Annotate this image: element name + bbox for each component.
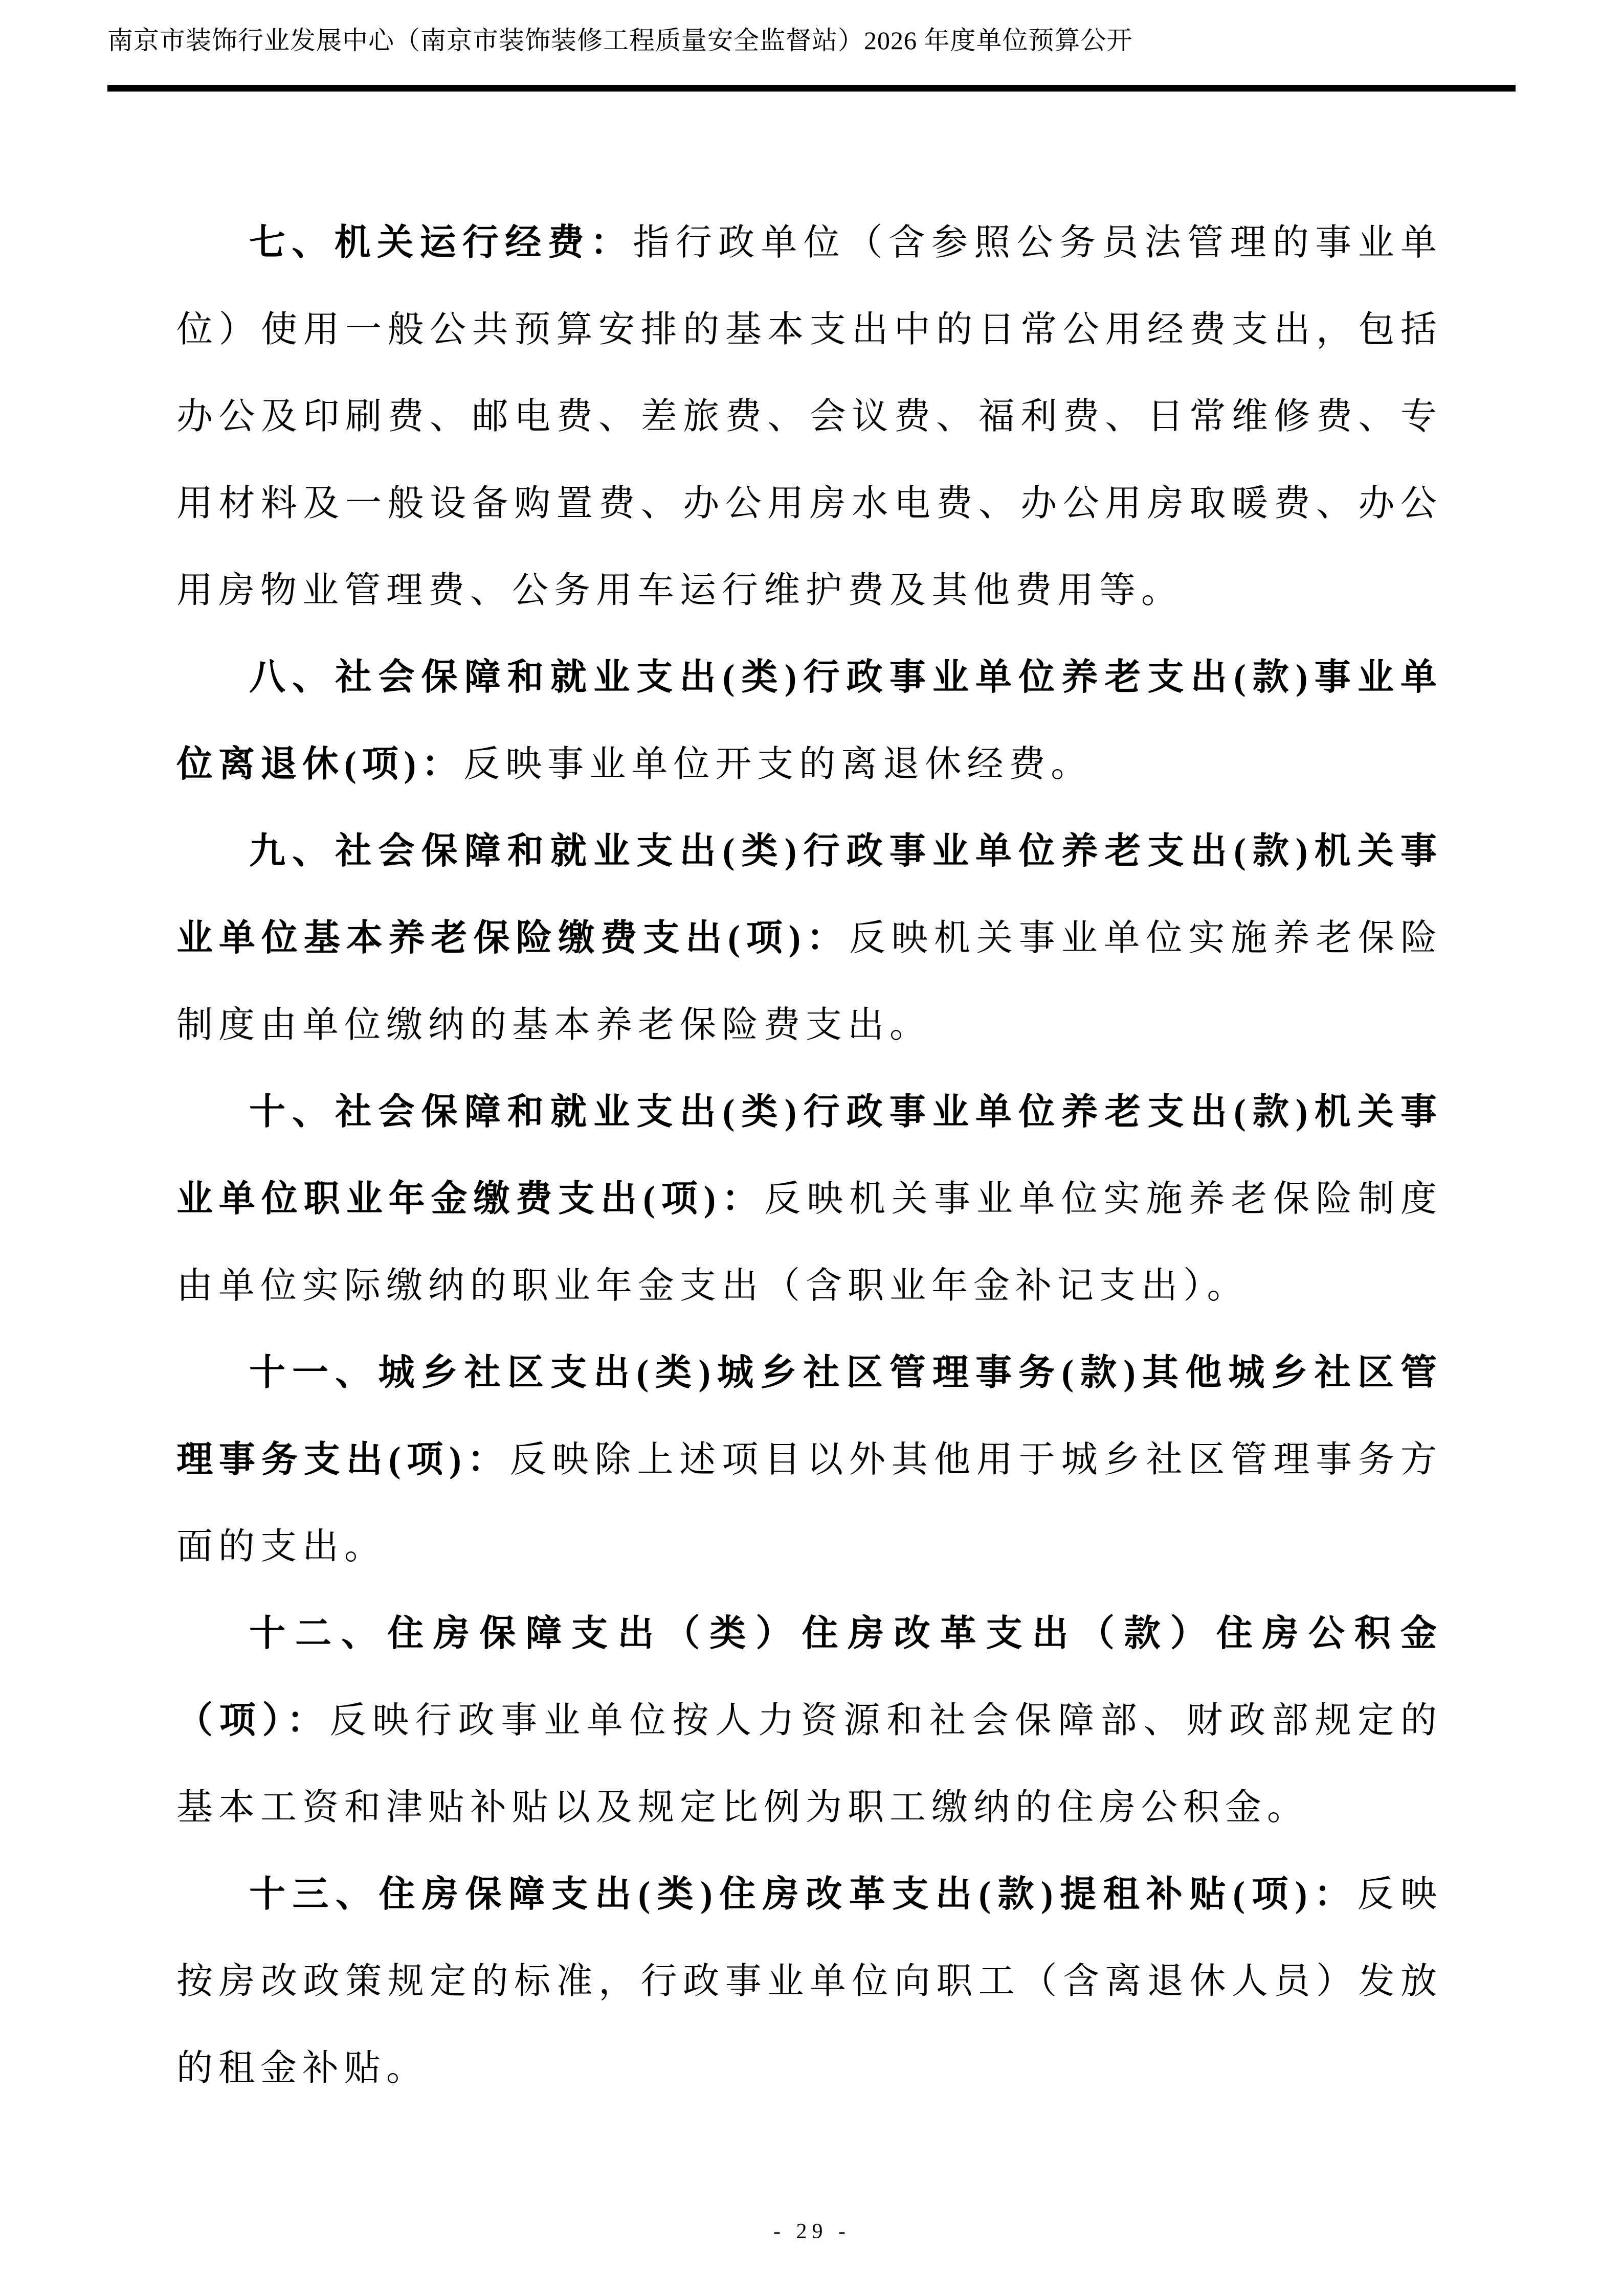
paragraph-12 xyxy=(176,1590,1442,1851)
paragraph-11 xyxy=(176,1330,1442,1590)
paragraph-9 xyxy=(176,808,1442,1069)
page-number: - 29 - xyxy=(773,2220,851,2243)
paragraph-12-text: 反映行政事业单位按人力资源和社会保障部、财政部规定的基本工资和津贴补贴以及规定比例为职工缴纳的住房公积金。 xyxy=(176,1701,1442,1828)
paragraph-13 xyxy=(176,1851,1442,2112)
paragraph-10-lead: 十、社会保障和就业支出(类)行政事业单位养老支出(款)机关事业单位职业年金缴费支出(项)： xyxy=(176,1092,1442,1219)
paragraph-13-lead: 十三、住房保障支出(类)住房改革支出(款)提租补贴(项)： xyxy=(249,1875,1358,1915)
paragraph-12-lead: 十二、住房保障支出（类）住房改革支出（款）住房公积金（项）： xyxy=(176,1614,1442,1741)
paragraph-10-text: 反映机关事业单位实施养老保险制度由单位实际缴纳的职业年金支出（含职业年金补记支出）。 xyxy=(176,1179,1442,1306)
paragraph-10 xyxy=(176,1069,1442,1330)
paragraph-7-text: 指行政单位（含参照公务员法管理的事业单位）使用一般公共预算安排的基本支出中的日常公用经费支出，包括办公及印刷费、邮电费、差旅费、会议费、福利费、日常维修费、专用材料及一般设备购置费、办公用房水电费、办公用房取暖费、办公用房物业管理费、公务用车运行维护费及其他费用等。 xyxy=(176,223,1442,611)
paragraph-9-text: 反映机关事业单位实施养老保险制度由单位缴纳的基本养老保险费支出。 xyxy=(176,918,1442,1045)
paragraph-8-lead: 八、社会保障和就业支出(类)行政事业单位养老支出(款)事业单位离退休(项)： xyxy=(176,658,1442,784)
paragraph-11-lead: 十一、城乡社区支出(类)城乡社区管理事务(款)其他城乡社区管理事务支出(项)： xyxy=(176,1353,1442,1480)
paragraph-9-lead: 九、社会保障和就业支出(类)行政事业单位养老支出(款)机关事业单位基本养老保险缴费支出(项)： xyxy=(176,831,1442,958)
page-header-title: 南京市装饰行业发展中心（南京市装饰装修工程质量安全监督站）2026 年度单位预算公开 xyxy=(107,26,1133,55)
paragraph-11-text: 反映除上述项目以外其他用于城乡社区管理事务方面的支出。 xyxy=(176,1440,1442,1567)
paragraph-7 xyxy=(176,199,1442,634)
paragraph-7-lead: 七、机关运行经费： xyxy=(249,223,633,263)
paragraph-8-text: 反映事业单位开支的离退休经费。 xyxy=(463,745,1093,784)
document-body xyxy=(176,199,1442,2112)
header-rule xyxy=(107,85,1516,92)
paragraph-8 xyxy=(176,634,1442,808)
paragraph-13-text: 反映按房改政策规定的标准，行政事业单位向职工（含离退休人员）发放的租金补贴。 xyxy=(176,1875,1442,2088)
